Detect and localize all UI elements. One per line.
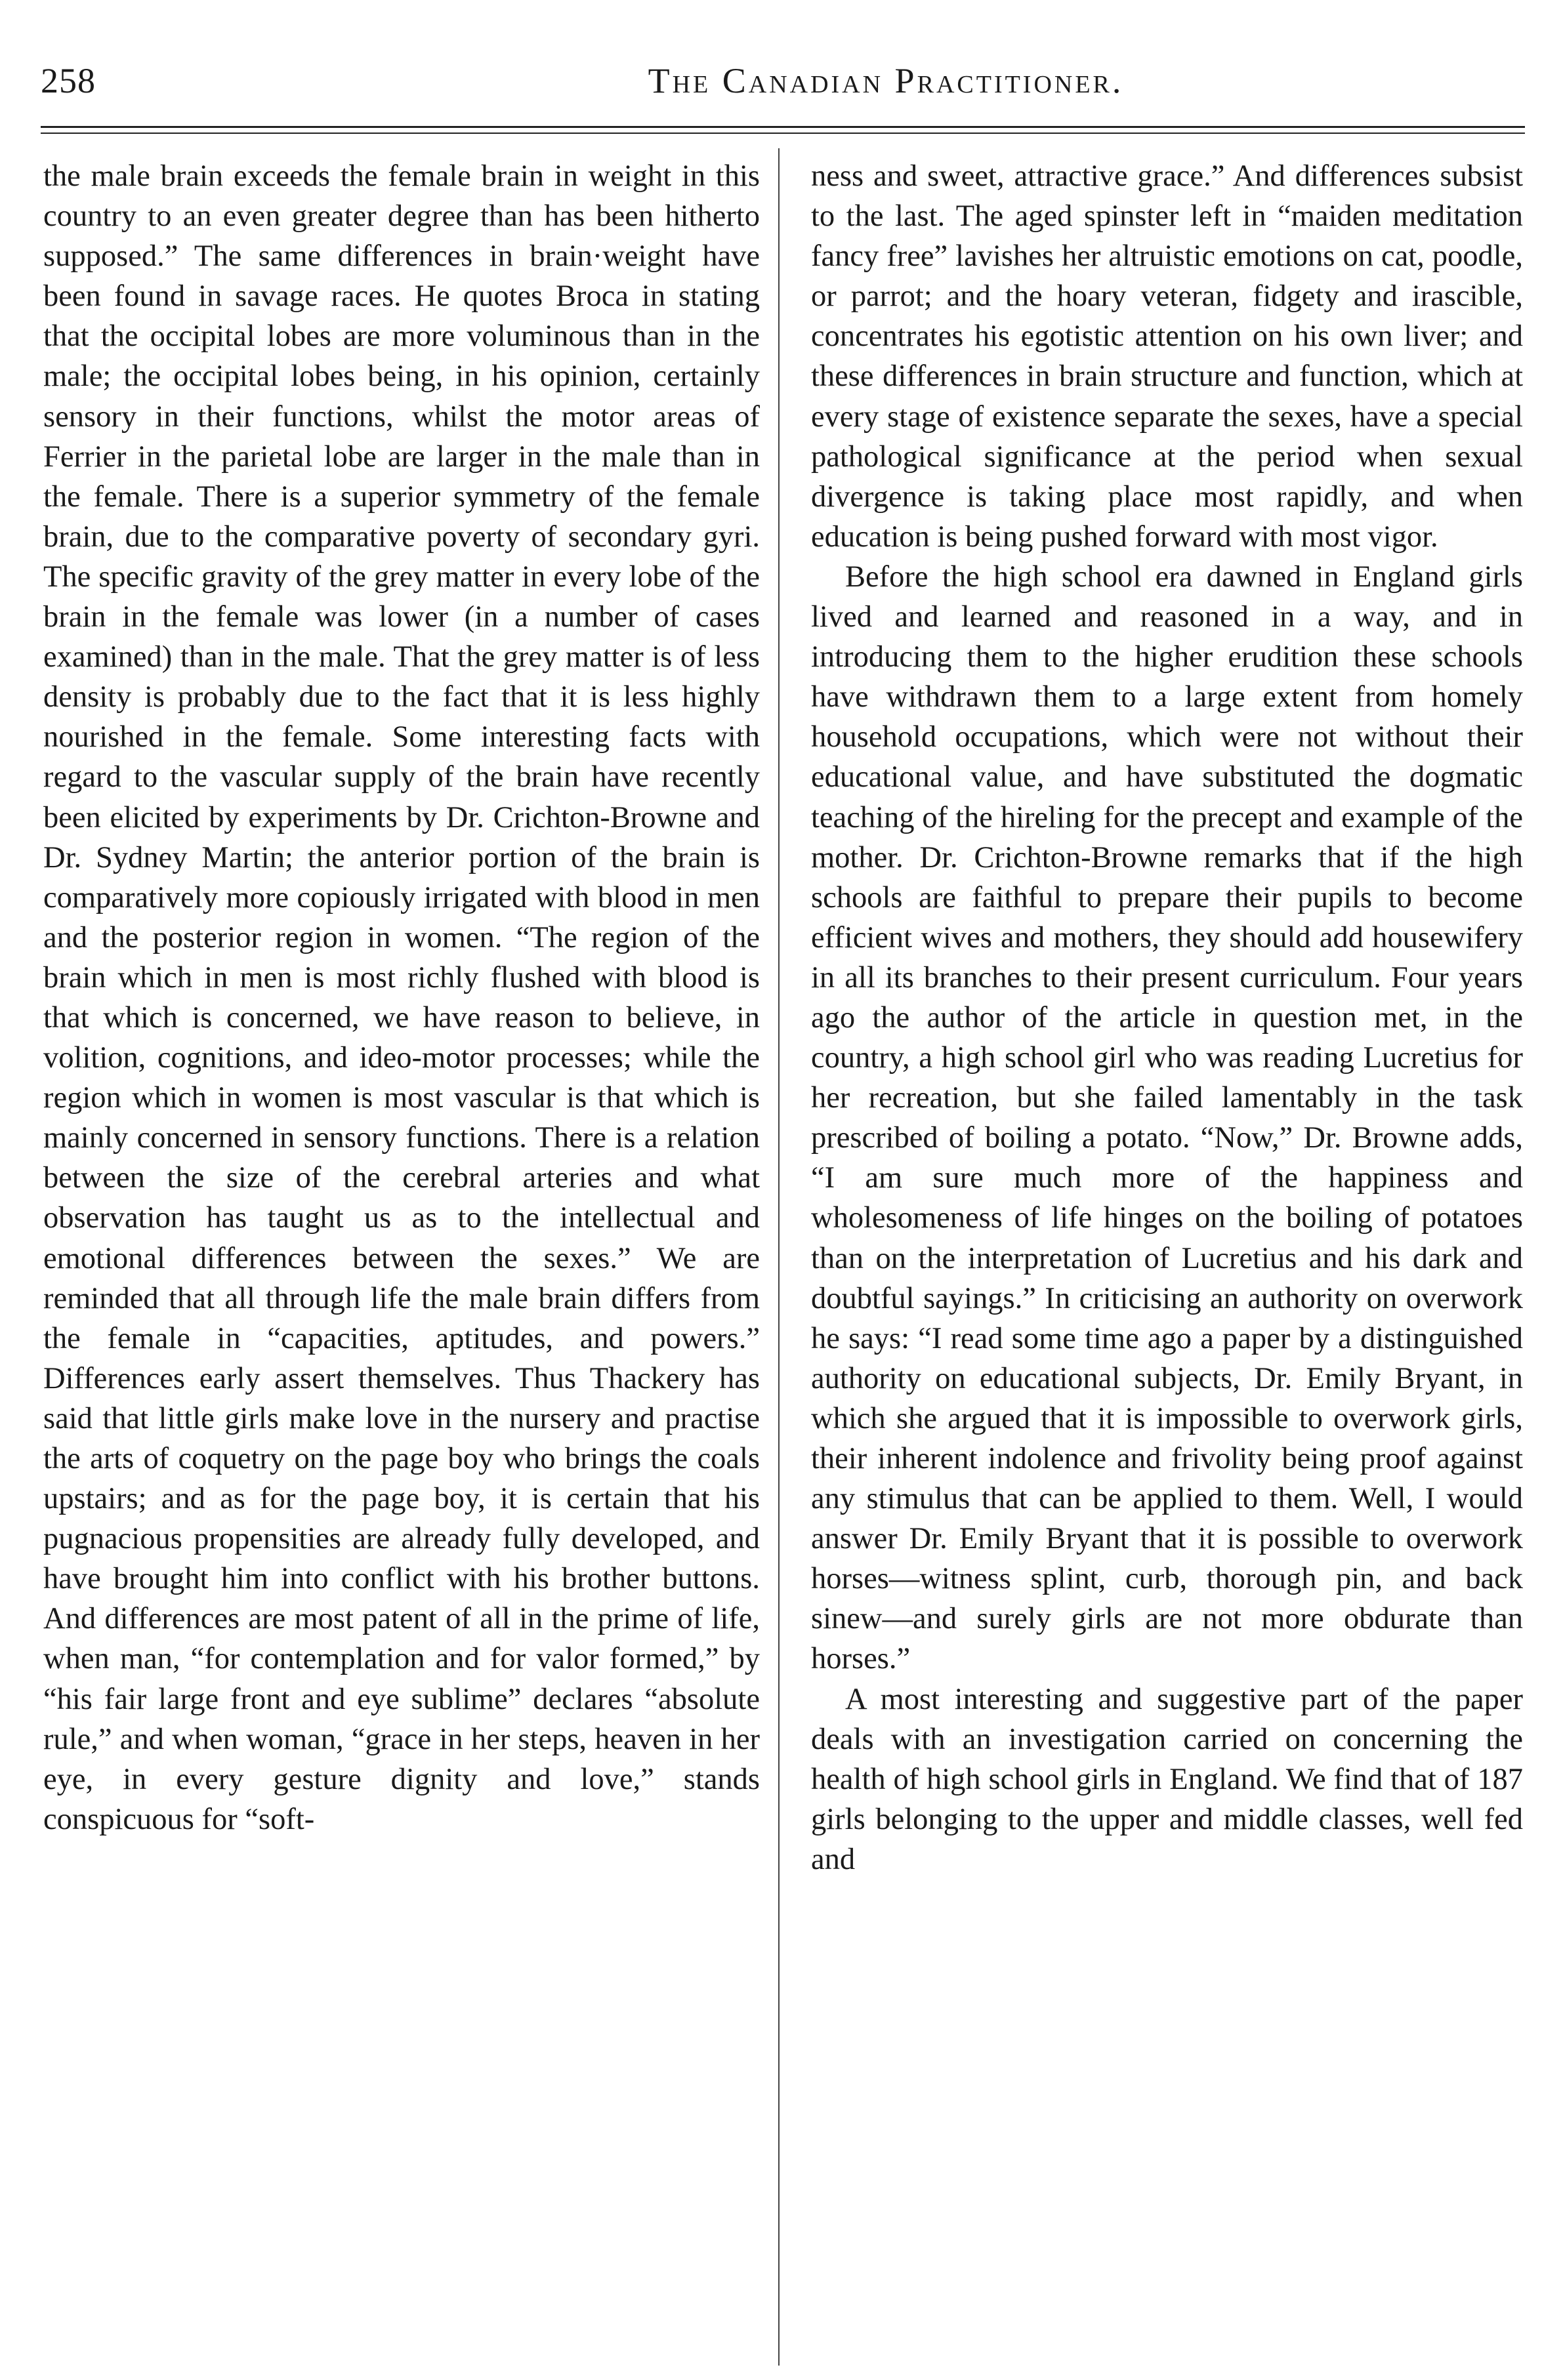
- right-paragraph-1: ness and sweet, attractive grace.” And differences subsist to the last. The aged spinster left in “maiden meditation fancy free” lavishes her altruistic emotions on cat, poodle, or parrot; and the hoary veteran, fidgety and irascible, concentrates his egotistic attention on his own liver; and these differences in brain structure and function, which at every stage of existence separate the sexes, have a special pathological significance at the period when sexual divergence is taking place most rapidly, and when education is being pushed forward with most vigor.: [811, 159, 1523, 554]
- right-paragraph-2: Before the high school era dawned in England girls lived and learned and reasoned in a way, and in introducing them to the higher erudition these schools have withdrawn them to a large extent from homely household occupations, which were not without their educational value, and have substituted the dogmatic teaching of the hireling for the precept and example of the mother. Dr. Crichton-Browne remarks that if the high schools are faithful to prepare their pupils to become efficient wives and mothers, they should add housewifery in all its branches to their present curriculum. Four years ago the author of the article in question met, in the country, a high school girl who was reading Lucretius for her recreation, but she failed lamentably in the task prescribed of boiling a potato. “Now,” Dr. Browne adds, “I am sure much more of the happiness and wholesomeness of life hinges on the boiling of potatoes than on the interpretation of Lucretius and his dark and doubtful sayings.” In criticising an authority on overwork he says: “I read some time ago a paper by a distinguished authority on educational subjects, Dr. Emily Bryant, in which she argued that it is impossible to overwork girls, their inherent indolence and frivolity being proof against any stimulus that can be applied to them. Well, I would answer Dr. Emily Bryant that it is possible to overwork horses—witness splint, curb, thorough pin, and back sinew—and surely girls are not more obdurate than horses.”: [811, 560, 1523, 1676]
- page-number: 258: [41, 61, 96, 100]
- left-paragraph-1: the male brain exceeds the female brain in weight in this country to an even greater degree than has been hitherto supposed.” The same differences in brain·weight have been found in savage races. He quotes Broca in stating that the occipital lobes are more voluminous than in the male; the occipital lobes being, in his opinion, certainly sensory in their functions, whilst the motor areas of Ferrier in the parietal lobe are larger in the male than in the female. There is a superior symmetry of the female brain, due to the comparative poverty of secondary gyri. The specific gravity of the grey matter in every lobe of the brain in the female was lower (in a number of cases examined) than in the male. That the grey matter is of less density is probably due to the fact that it is less highly nourished in the female. Some interesting facts with regard to the vascular supply of the brain have recently been elicited by experiments by Dr. Crichton-Browne and Dr. Sydney Martin; the anterior portion of the brain is comparatively more copiously irrigated with blood in men and the posterior region in women. “The region of the brain which in men is most richly flushed with blood is that which is concerned, we have reason to believe, in volition, cognitions, and ideo-motor processes; while the region which in women is most vascular is that which is mainly concerned in sensory functions. There is a relation between the size of the cerebral arteries and what observation has taught us as to the intellectual and emotional differences between the sexes.” We are reminded that all through life the male brain differs from the female in “capacities, aptitudes, and powers.” Differences early assert themselves. Thus Thackery has said that little girls make love in the nursery and practise the arts of coquetry on the page boy who brings the coals upstairs; and as for the page boy, it is certain that his pugnacious propensities are already fully developed, and have brought him into conflict with his brother buttons. And differences are most patent of all in the prime of life, when man, “for contemplation and for valor formed,” by “his fair large front and eye sublime” declares “absolute rule,” and when woman, “grace in her steps, heaven in her eye, in every gesture dignity and love,” stands conspicuous for “soft-: [43, 159, 760, 1836]
- header-rule-top: [41, 126, 1525, 128]
- right-column: [811, 156, 1523, 1879]
- left-column: [43, 156, 760, 1839]
- column-divider: [778, 148, 780, 2366]
- right-paragraph-3: A most interesting and suggestive part of the paper deals with an investigation carried on concerning the health of high school girls in England. We find that of 187 girls belonging to the upper and middle classes, well fed and: [811, 1682, 1523, 1876]
- running-title: The Canadian Practitioner.: [648, 61, 1124, 100]
- header-rule-bottom: [41, 133, 1525, 134]
